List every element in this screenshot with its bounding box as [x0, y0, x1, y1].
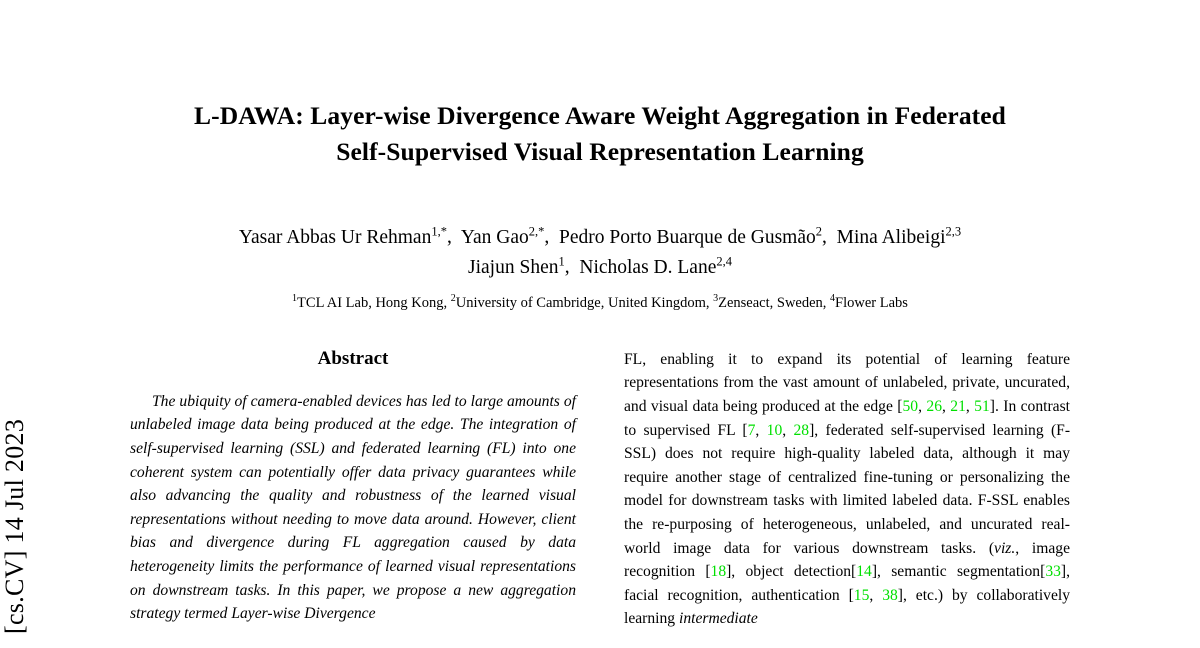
citation-link[interactable]: 28: [793, 421, 810, 439]
citation-link[interactable]: 18: [710, 563, 727, 581]
emphasis-text: intermediate: [679, 610, 758, 628]
citation-link[interactable]: 21: [950, 397, 966, 415]
title-line-1: L-DAWA: Layer-wise Divergence Aware Weight Aggregation in Federated: [194, 101, 1006, 130]
paper-content: [130, 0, 1070, 648]
title-line-2: Self-Supervised Visual Representation Learning: [336, 137, 864, 167]
author-affiliation-marker: 2,*: [528, 224, 545, 239]
author-list: [130, 222, 1070, 282]
citation-link[interactable]: 38: [882, 586, 898, 604]
citation-link[interactable]: 26: [926, 397, 942, 415]
abstract-heading: Abstract: [317, 347, 389, 369]
affiliation-marker: 3: [713, 292, 719, 304]
affiliation-text: Zenseact, Sweden,: [718, 294, 827, 311]
citation-link[interactable]: 33: [1045, 563, 1061, 581]
abstract-text: The ubiquity of camera-enabled devices has led to large amounts of unlabeled image data being produced at the edge. The integration of self-supervised learning (SSL) and federated learning (FL) into one coherent system can potentially offer data privacy guarantees while also advancing the quality and robustness of the learned visual representations without needing to move data around. However, client bias and divergence during FL aggregation caused by data heterogeneity limits the performance of learned visual representations on downstream tasks. In this paper, we propose a new aggregation strategy termed Layer-wise Divergence: [130, 392, 576, 623]
author-affiliation-marker: 2: [815, 224, 822, 239]
author-line-1: Yasar Abbas Ur Rehman$^{1,*}$, Yan Gao$^{2,*}$, Pedro Porto Buarque de Gusmão$^2$, Mina Alibeigi$^{2,3}$: [238, 224, 962, 248]
arxiv-stamp: [cs.CV] 14 Jul 2023: [0, 418, 29, 634]
author-affiliation-marker: 1: [558, 254, 565, 269]
two-column-body: [130, 348, 1070, 631]
author-name: Pedro Porto Buarque de Gusmão$^2$: [559, 224, 822, 248]
author-name: Yasar Abbas Ur Rehman$^{1,*}$: [238, 224, 447, 248]
author-line-2: Jiajun Shen$^1$, Nicholas D. Lane$^{2,4}$: [468, 254, 732, 278]
affiliation-text: Flower Labs: [835, 294, 908, 311]
affiliation-marker: 2: [450, 292, 456, 304]
citation-link[interactable]: 7: [747, 421, 756, 439]
author-affiliation-marker: 2,3: [945, 224, 962, 239]
citation-link[interactable]: 15: [853, 586, 870, 604]
affiliation-text: TCL AI Lab, Hong Kong,: [297, 294, 448, 311]
page-title: [130, 98, 1070, 170]
affiliation-marker: 1: [292, 292, 298, 304]
right-column: [624, 348, 1070, 631]
author-name: Mina Alibeigi$^{2,3}$: [836, 224, 962, 248]
author-affiliation-marker: 1,*: [431, 224, 447, 239]
author-name: Yan Gao$^{2,*}$: [460, 224, 545, 248]
affiliation-list: [130, 293, 1070, 312]
citation-link[interactable]: 51: [974, 397, 990, 415]
citation-link[interactable]: 14: [856, 563, 872, 581]
affiliation-text: University of Cambridge, United Kingdom,: [455, 294, 710, 311]
left-column: [130, 348, 576, 631]
author-name: Jiajun Shen$^1$: [468, 254, 565, 278]
affiliation-marker: 4: [830, 292, 836, 304]
author-affiliation-marker: 2,4: [716, 254, 732, 269]
citation-link[interactable]: 50: [902, 397, 919, 415]
citation-link[interactable]: 10: [766, 421, 783, 439]
intro-paragraph: FL, enabling it to expand its potential of learning feature representations from the vast amount of unlabeled, private, uncurated, and visual data being produced at the edge [50, 26, 21, 51]. In contrast to supervised FL [7, 10, 28], federated self-supervised learning (F-SSL) does not require high-quality labeled data, although it may require another stage of centralized fine-tuning or personalizing the model for downstream tasks with limited labeled data. F-SSL enables the re-purposing of heterogeneous, unlabeled, and uncurated real-world image data for various downstream tasks. (viz., image recognition [18], object detection[14], semantic segmentation[33], facial recognition, authentication [15, 38], etc.) by collaboratively learning intermediate: [624, 350, 1071, 628]
emphasis-text: viz.: [994, 539, 1016, 557]
author-name: Nicholas D. Lane$^{2,4}$: [579, 254, 732, 278]
